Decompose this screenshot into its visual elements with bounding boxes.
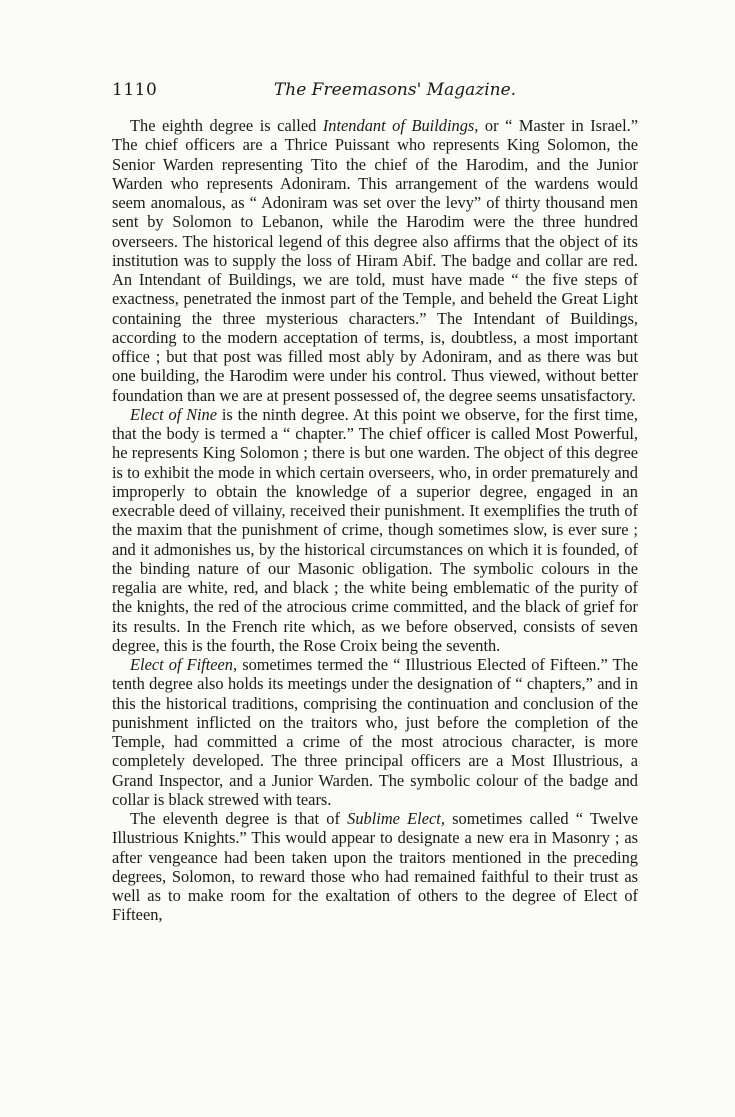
- paragraph-text: sometimes called “ Twelve Illustrious Knights.” This would appear to designate a new era in Masonry ; as after vengeance had been taken upon the traitors mentioned in the preceding degrees, Solomon, to reward those who had remained faithful to their trust as well as to make room for the exaltation of others to the degree of Elect of Fifteen,: [112, 809, 638, 925]
- page-header: [112, 80, 638, 106]
- paragraph-intro: The eighth degree is called: [130, 116, 323, 135]
- paragraph-intendant-of-buildings: [112, 116, 638, 405]
- paragraph-intro: The eleventh degree is that of: [130, 809, 348, 828]
- degree-title-elect-of-nine: Elect of Nine: [130, 404, 218, 424]
- running-title: The Freemasons' Magazine.: [273, 80, 517, 100]
- degree-title-intendant-of-buildings: Intendant of Buildings,: [322, 116, 479, 135]
- paragraph-text: is the ninth degree. At this point we observe, for the first time, that the body is termed a “ chapter.” The chief officer is called Most Powerful, he represents King Solomon ; there is but one warden. The object of this degree is to exhibit the mode in which certain overseers, who, in order prematurely and improperly to obtain the knowledge of a superior degree, engaged in an execrable deed of villainy, received their punishment. It exemplifies the truth of the maxim that the punishment of crime, though sometimes slow, is ever sure ; and it admonishes us, by the historical circumstances on which it is founded, of the binding nature of our Masonic obligation. The symbolic colours in the regalia are white, red, and black ; the white being emblematic of the purity of the knights, the red of the atrocious crime committed, and the black of grief for its results. In the French rite which, as we before observed, consists of seven degree, this is the fourth, the Rose Croix being the seventh.: [112, 404, 638, 655]
- paragraph-text: or “ Master in Israel.” The chief officers are a Thrice Puissant who represents King Solomon, the Senior Warden representing Tito the chief of the Harodim, and the Junior Warden who represents Adoniram. This arrangement of the wardens would seem anomalous, as “ Adoniram was set over the levy” of thirty thousand men sent by Solomon to Lebanon, while the Harodim were the three hundred overseers. The historical legend of this degree also affirms that the object of its institution was to supply the loss of Hiram Abif. The badge and collar are red. An Intendant of Buildings, we are told, must have made “ the five steps of exactness, penetrated the inmost part of the Temple, and beheld the Great Light containing the three mysterious characters.” The Intendant of Buildings, according to the modern acceptation of terms, is, doubtless, a most important office ; but that post was filled most ably by Adoniram, and as there was but one building, the Harodim were under his control. Thus viewed, without better foundation than we are at present possessed of, the degree seems unsatisfactory.: [112, 116, 638, 405]
- paragraph-elect-of-fifteen: [112, 655, 638, 809]
- paragraph-elect-of-nine: [112, 405, 638, 655]
- article-body: [112, 116, 638, 925]
- page-number: 1110: [112, 80, 158, 100]
- paragraph-text: sometimes termed the “ Illustrious Elected of Fifteen.” The tenth degree also holds its meetings under the designation of “ chapters,” and in this the historical traditions, comprising the continuation and conclusion of the punishment inflicted on the traitors who, just before the completion of the Temple, had committed a crime of the most atrocious character, is more completely developed. The three principal officers are a Most Illustrious, a Grand Inspector, and a Junior Warden. The symbolic colour of the badge and collar is black strewed with tears.: [112, 655, 639, 809]
- paragraph-sublime-elect: [112, 809, 638, 925]
- degree-title-elect-of-fifteen: Elect of Fifteen,: [130, 655, 238, 674]
- degree-title-sublime-elect: Sublime Elect,: [347, 809, 445, 828]
